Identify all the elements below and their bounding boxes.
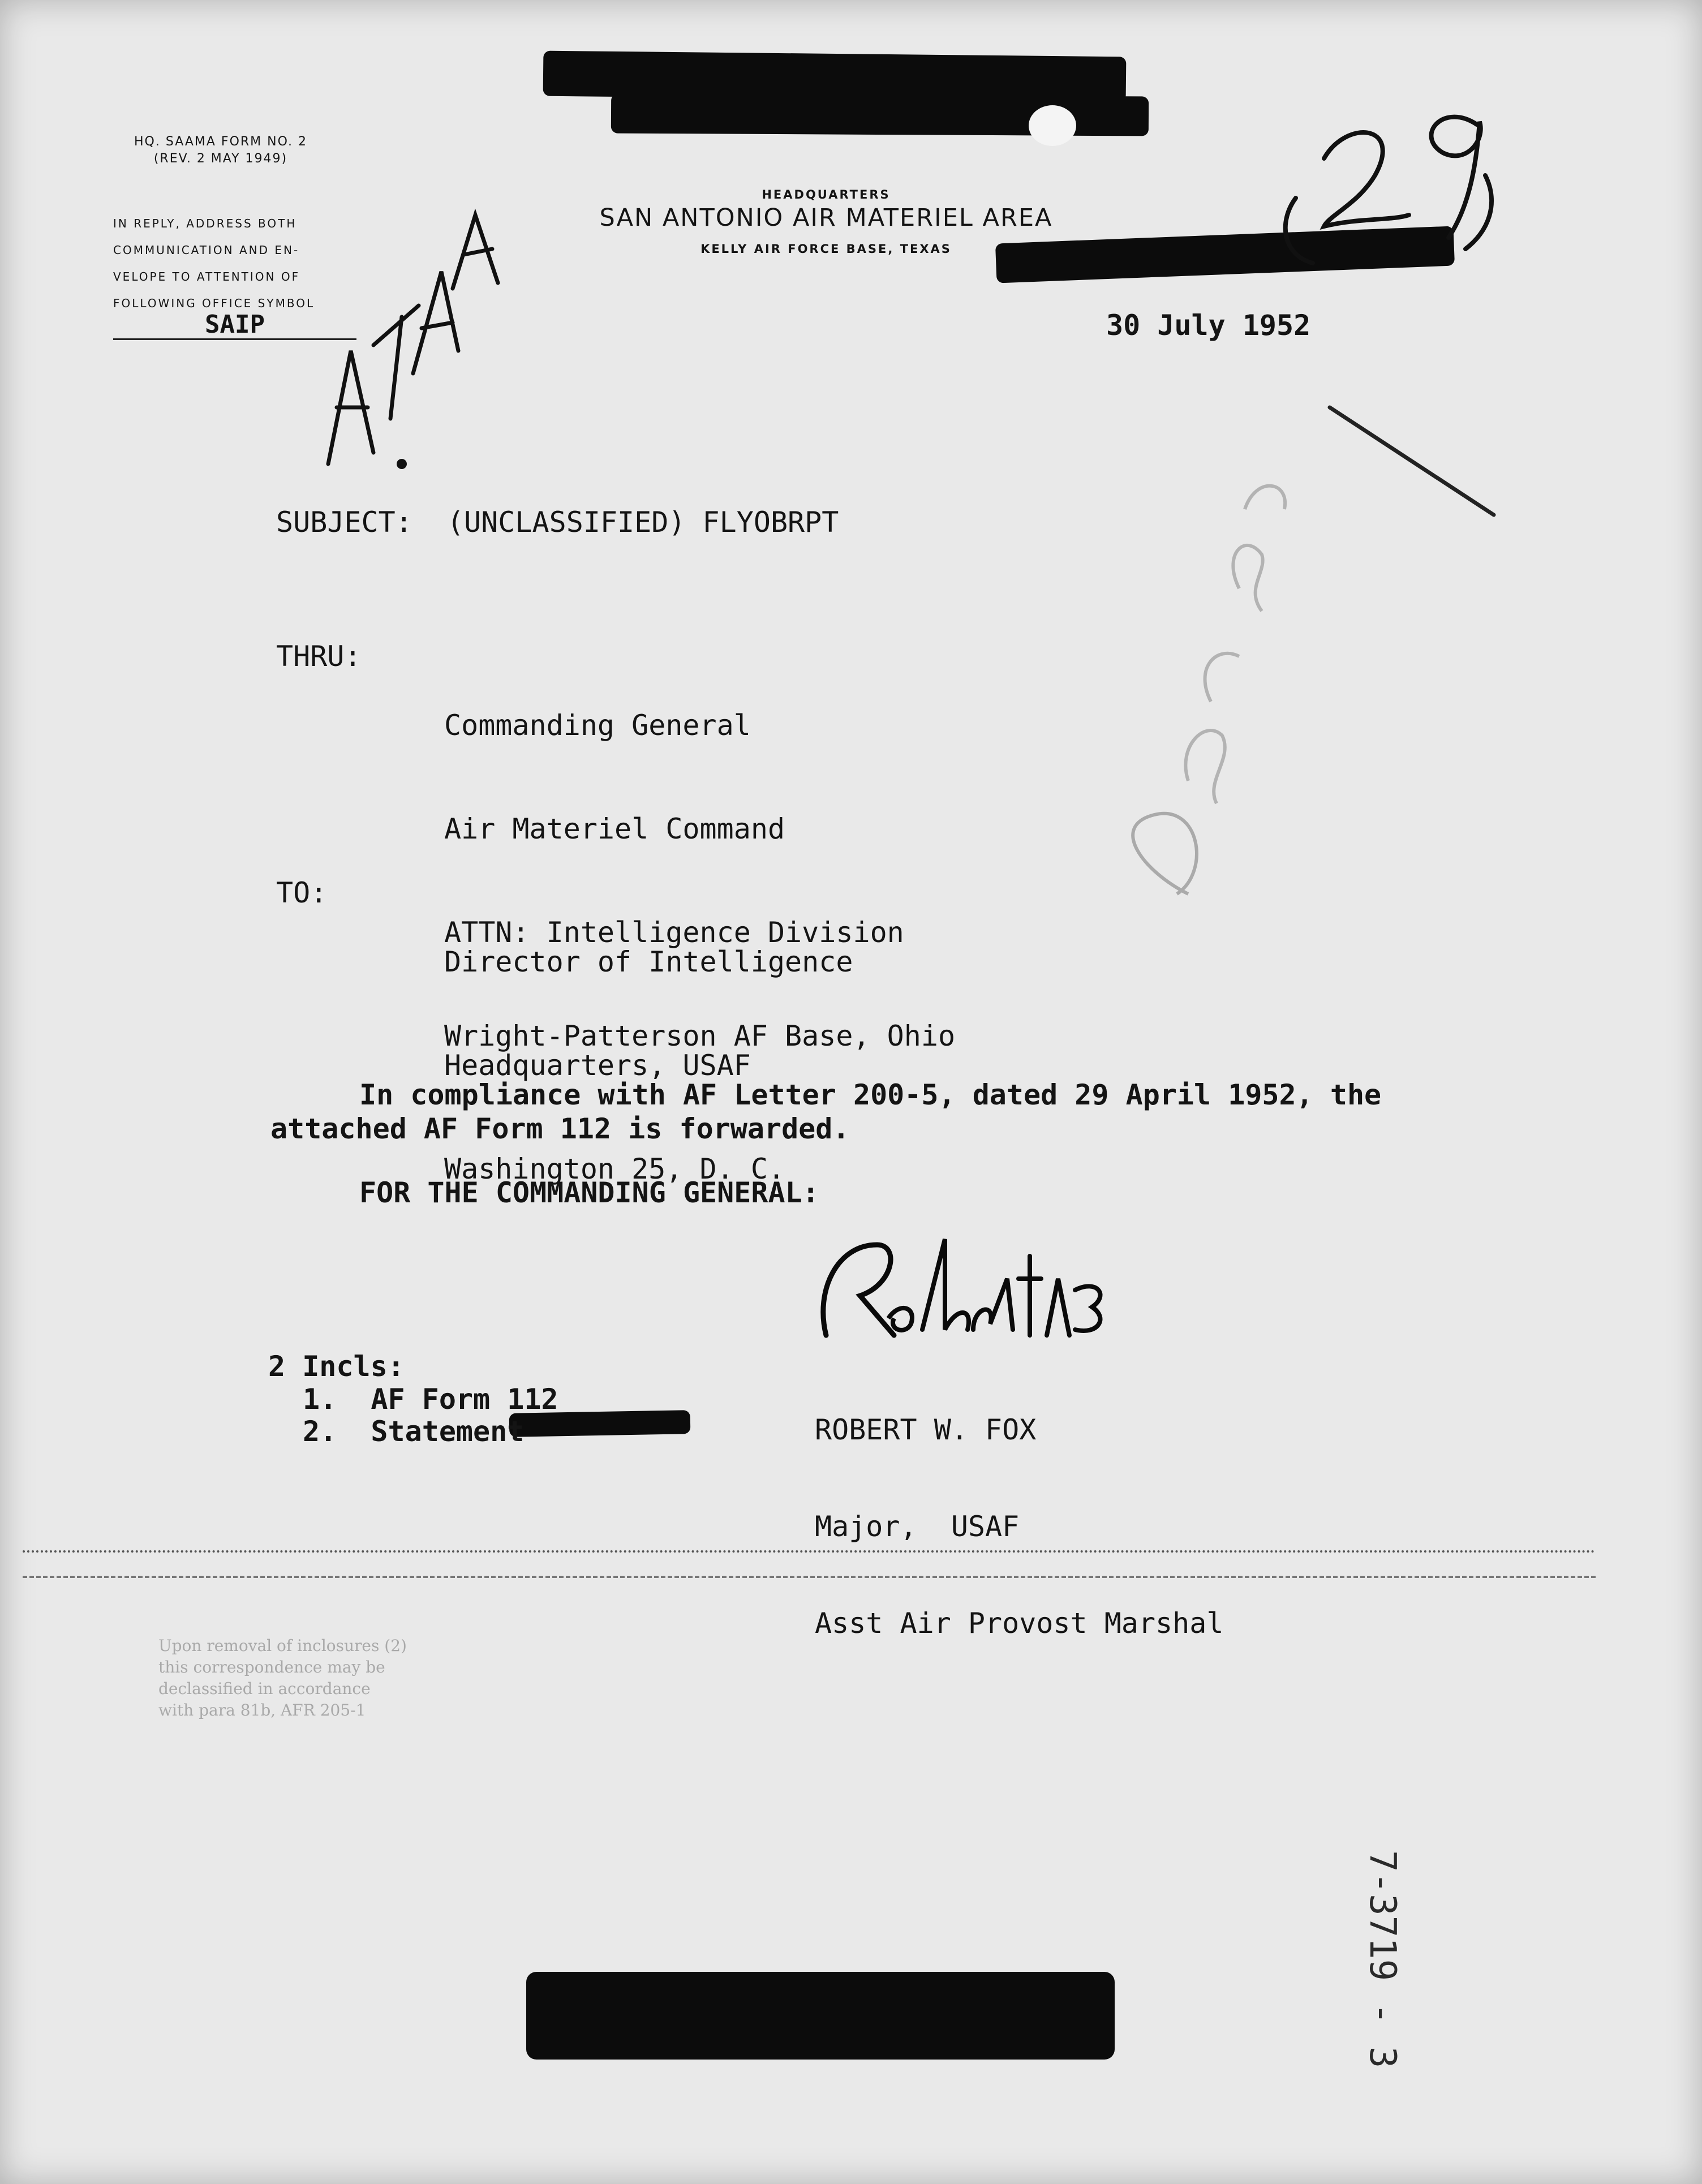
to-line2: Headquarters, USAF (444, 1049, 751, 1082)
body-line2: attached AF Form 112 is forwarded. (270, 1112, 850, 1145)
form-id (113, 134, 328, 167)
letter-date: 30 July 1952 (1106, 309, 1311, 342)
redaction-bottom (526, 1972, 1115, 2060)
signer-rank: Major, USAF (815, 1510, 1020, 1543)
dotted-line-1 (23, 1550, 1596, 1553)
punch-hole (1029, 105, 1076, 146)
faded-line4: with para 81b, AFR 205-1 (158, 1701, 366, 1719)
inclosures-header: 2 Incls: (268, 1350, 405, 1383)
thru-label: THRU: (276, 640, 362, 673)
to-line1: Director of Intelligence (444, 945, 853, 978)
marginal-document-number: 7-3719 - 3 (1361, 1850, 1403, 2069)
subject-text: (UNCLASSIFIED) FLYOBRPT (447, 506, 839, 539)
subject-label: SUBJECT: (276, 506, 412, 539)
reply-notice (113, 210, 362, 317)
inclosure-item2: 2. Statement (303, 1415, 525, 1448)
closing-line: FOR THE COMMANDING GENERAL: (359, 1176, 819, 1209)
faint-handwriting (1075, 385, 1528, 951)
reply-line2: COMMUNICATION AND EN- (113, 243, 300, 257)
faded-line2: this correspondence may be (158, 1658, 385, 1676)
office-symbol: SAIP (113, 311, 356, 340)
dotted-line-2 (23, 1576, 1596, 1578)
faded-line1: Upon removal of inclosures (2) (158, 1636, 407, 1655)
signer-title: Asst Air Provost Marshal (815, 1607, 1224, 1640)
letterhead-headquarters: HEADQUARTERS (762, 188, 891, 201)
faded-declassification-stamp (158, 1635, 509, 1721)
letterhead-organization: SAN ANTONIO AIR MATERIEL AREA (599, 204, 1053, 232)
body-line1: In compliance with AF Letter 200-5, dated 29 April 1952, the (359, 1078, 1382, 1111)
signature-block (815, 1349, 1223, 1704)
to-line3: Washington 25, D. C. (444, 1153, 785, 1185)
reply-line4: FOLLOWING OFFICE SYMBOL (113, 296, 315, 310)
thru-line1: Commanding General (444, 709, 751, 742)
signer-name: ROBERT W. FOX (815, 1413, 1037, 1446)
letterhead-location: KELLY AIR FORCE BASE, TEXAS (700, 242, 952, 256)
thru-line4: Wright-Patterson AF Base, Ohio (444, 1020, 956, 1052)
reply-line1: IN REPLY, ADDRESS BOTH (113, 217, 297, 230)
form-id-line2: (REV. 2 MAY 1949) (153, 152, 288, 166)
thru-line2: Air Materiel Command (444, 812, 785, 845)
thru-line3: ATTN: Intelligence Division (444, 916, 904, 949)
inclosure-item1: 1. AF Form 112 (303, 1383, 558, 1416)
faded-line3: declassified in accordance (158, 1679, 371, 1698)
reply-line3: VELOPE TO ATTENTION OF (113, 270, 300, 283)
form-id-line1: HQ. SAAMA FORM NO. 2 (134, 135, 308, 149)
to-label: TO: (276, 876, 328, 909)
